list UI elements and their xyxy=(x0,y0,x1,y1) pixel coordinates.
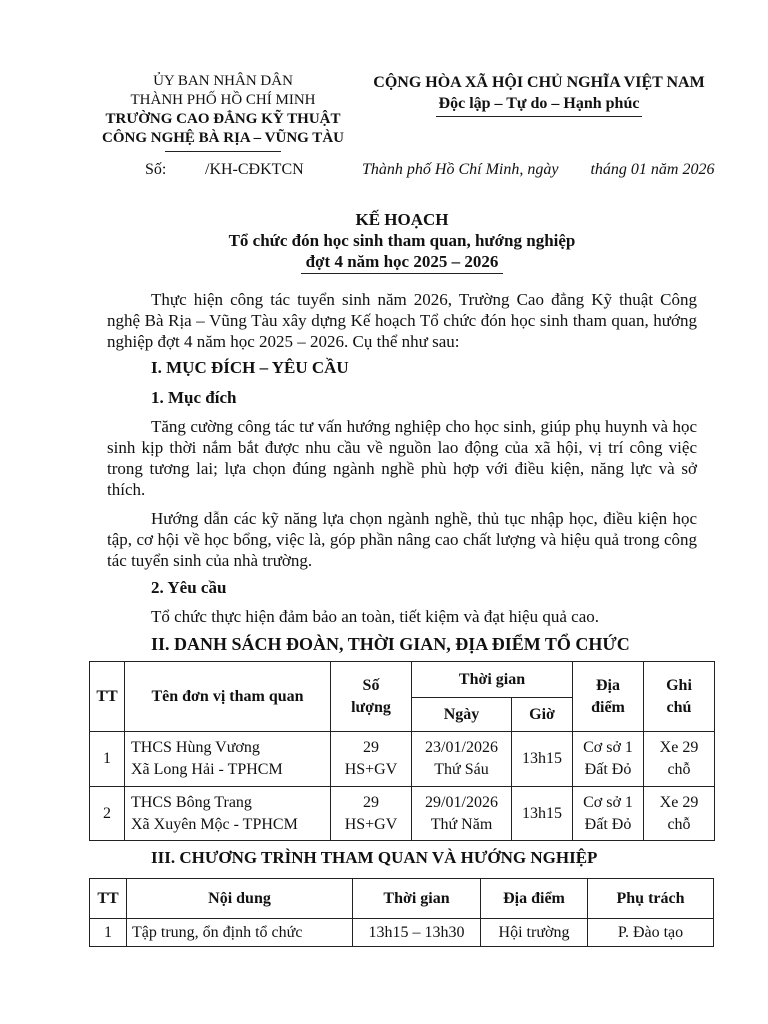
agency-underline xyxy=(165,151,281,152)
title-line-2: Tổ chức đón học sinh tham quan, hướng nghiệp xyxy=(228,231,576,250)
national-motto: Độc lập – Tự do – Hạnh phúc xyxy=(438,95,640,112)
document-number xyxy=(145,161,304,179)
table-row: 1 THCS Hùng Vương Xã Long Hải - TPHCM 29 HS+GV 23/01/2026 Thứ Sáu 13h15 Cơ sở 1 Đất Đỏ Xe 29 chỗ xyxy=(90,732,715,787)
col-tt-header: TT xyxy=(90,662,125,732)
motto-underline xyxy=(436,116,642,117)
requirement-paragraph: Tổ chức thực hiện đảm bảo an toàn, tiết kiệm và đạt hiệu quả cao. xyxy=(151,607,599,626)
table-row: 1 Tập trung, ổn định tổ chức 13h15 – 13h30 Hội trường P. Đào tạo xyxy=(90,919,714,947)
school-name-line-2: CÔNG NGHỆ BÀ RỊA – VŨNG TÀU xyxy=(102,130,344,146)
col-note-header: Ghi chú xyxy=(644,662,715,732)
title-line-1: KẾ HOẠCH xyxy=(355,210,449,229)
intro-paragraph: Thực hiện công tác tuyển sinh năm 2026, Trường Cao đẳng Kỹ thuật Công nghệ Bà Rịa – Vũng Tàu xây dựng Kế hoạch Tổ chức đón học sinh tham quan, hướng nghiệp đợt 4 năm học 2025 – 2026. Cụ thể như sau: xyxy=(107,290,697,351)
groups-table xyxy=(89,661,715,841)
place-date: Thành phố Hồ Chí Minh, ngày tháng 01 năm 2026 xyxy=(362,161,715,178)
section-1-sub-2: 2. Yêu cầu xyxy=(151,578,227,597)
col-hour-header: Giờ xyxy=(512,698,573,732)
section-1-heading: I. MỤC ĐÍCH – YÊU CẦU xyxy=(151,358,349,377)
section-3-heading: III. CHƯƠNG TRÌNH THAM QUAN VÀ HƯỚNG NGHIỆP xyxy=(151,848,598,867)
col-content-header: Nội dung xyxy=(127,879,353,919)
col-place-header: Địa điểm xyxy=(481,879,588,919)
document-number-code: /KH-CĐKTCN xyxy=(205,161,304,178)
agency-line-1: ỦY BAN NHÂN DÂN xyxy=(153,73,293,89)
col-time-header: Thời gian xyxy=(353,879,481,919)
table-row: 2 THCS Bông Trang Xã Xuyên Mộc - TPHCM 29 HS+GV 29/01/2026 Thứ Năm 13h15 Cơ sở 1 Đất Đỏ Xe 29 chỗ xyxy=(90,787,715,841)
col-name-header: Tên đơn vị tham quan xyxy=(125,662,331,732)
agency-header xyxy=(96,72,350,152)
col-owner-header: Phụ trách xyxy=(588,879,714,919)
document-number-label: Số: xyxy=(145,161,167,178)
purpose-paragraph-1: Tăng cường công tác tư vấn hướng nghiệp cho học sinh, giúp phụ huynh và học sinh kịp thời nắm bắt được nhu cầu về nguồn lao động của xã hội, vị trí công việc trong tương lai; lựa chọn đúng ngành nghề phù hợp với điều kiện, năng lực và sở thích. xyxy=(107,417,697,499)
agency-line-2: THÀNH PHỐ HỒ CHÍ MINH xyxy=(130,92,316,108)
title-line-3: đợt 4 năm học 2025 – 2026 xyxy=(305,252,499,271)
col-place-header: Địa điểm xyxy=(573,662,644,732)
title-underline xyxy=(301,273,503,274)
col-qty-header: Số lượng xyxy=(331,662,412,732)
school-name-line-1: TRƯỜNG CAO ĐẲNG KỸ THUẬT xyxy=(105,111,341,127)
national-header xyxy=(350,72,728,117)
document-title xyxy=(96,209,708,274)
program-table xyxy=(89,878,714,947)
col-date-header: Ngày xyxy=(412,698,512,732)
section-2-heading: II. DANH SÁCH ĐOÀN, THỜI GIAN, ĐỊA ĐIỂM TỔ CHỨC xyxy=(151,634,630,654)
section-1-sub-1: 1. Mục đích xyxy=(151,388,237,407)
national-title: CỘNG HÒA XÃ HỘI CHỦ NGHĨA VIỆT NAM xyxy=(373,74,705,91)
purpose-paragraph-2: Hướng dẫn các kỹ năng lựa chọn ngành nghề, thủ tục nhập học, điều kiện học tập, cơ hội về học bổng, việc là, góp phần nâng cao chất lượng và hiệu quả trong công tác tuyển sinh của nhà trường. xyxy=(107,509,697,570)
col-tt-header: TT xyxy=(90,879,127,919)
col-time-header: Thời gian xyxy=(412,662,573,698)
